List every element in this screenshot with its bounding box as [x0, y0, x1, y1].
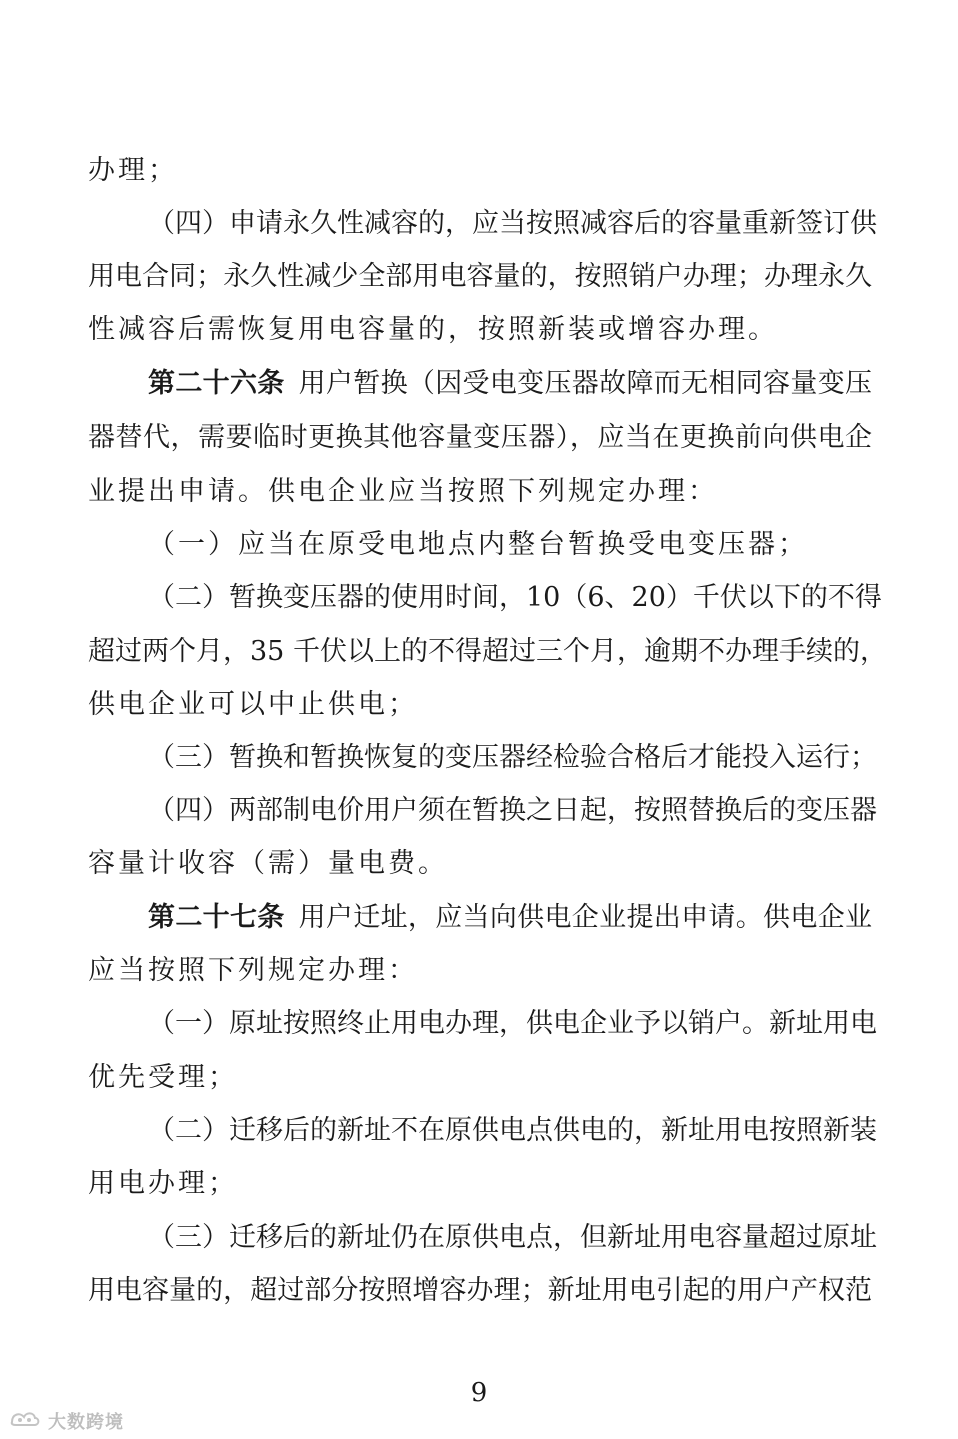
text-line: （四）两部制电价用户须在暂换之日起，按照替换后的变压器: [148, 795, 877, 826]
text-line: （三）暂换和暂换恢复的变压器经检验合格后才能投入运行；: [148, 742, 877, 773]
text-line: 容量计收容（需）量电费。: [88, 848, 448, 879]
text-line: （三）迁移后的新址仍在原供电点，但新址用电容量超过原址: [148, 1222, 877, 1253]
text-line: 用电办理；: [88, 1168, 238, 1199]
page-number: 9: [470, 1378, 488, 1408]
article-27-first-line: [148, 902, 872, 934]
text-line: 器替代，需要临时更换其他容量变压器），应当在更换前向供电企: [88, 422, 872, 453]
text-line: （一）原址按照终止用电办理，供电企业予以销户。新址用电: [148, 1008, 877, 1039]
text-line: 用电容量的，超过部分按照增容办理；新址用电引起的用户产权范: [88, 1275, 872, 1306]
article-26-first-line: [148, 368, 872, 400]
text-line: 优先受理；: [88, 1062, 238, 1093]
watermark-text: 大数跨境: [48, 1412, 124, 1433]
text-line: 业提出申请。供电企业应当按照下列规定办理：: [88, 476, 718, 507]
text-line: 应当按照下列规定办理：: [88, 955, 418, 986]
article-heading: 第二十七条: [148, 902, 285, 933]
text-line: （一）应当在原受电地点内整台暂换受电变压器；: [148, 529, 808, 560]
article-heading: 第二十六条: [148, 368, 285, 399]
text-line: （二）迁移后的新址不在原供电点供电的，新址用电按照新装: [148, 1115, 877, 1146]
text-line: 性减容后需恢复用电容量的，按照新装或增容办理。: [88, 314, 778, 345]
text-line: 办理；: [88, 155, 178, 186]
text-line: 超过两个月，35 千伏以上的不得超过三个月，逾期不办理手续的，: [88, 636, 887, 667]
text-line: （四）申请永久性减容的，应当按照减容后的容量重新签订供: [148, 208, 877, 239]
watermark: [8, 1408, 124, 1434]
watermark-logo-icon: [8, 1408, 42, 1434]
text-line: 供电企业可以中止供电；: [88, 689, 418, 720]
article-text: 用户迁址，应当向供电企业提出申请。供电企业: [298, 902, 873, 933]
text-line: （二）暂换变压器的使用时间，10（6、20）千伏以下的不得: [148, 582, 882, 613]
text-line: 用电合同；永久性减少全部用电容量的，按照销户办理；办理永久: [88, 261, 872, 292]
article-text: 用户暂换（因受电变压器故障而无相同容量变压: [298, 368, 873, 399]
